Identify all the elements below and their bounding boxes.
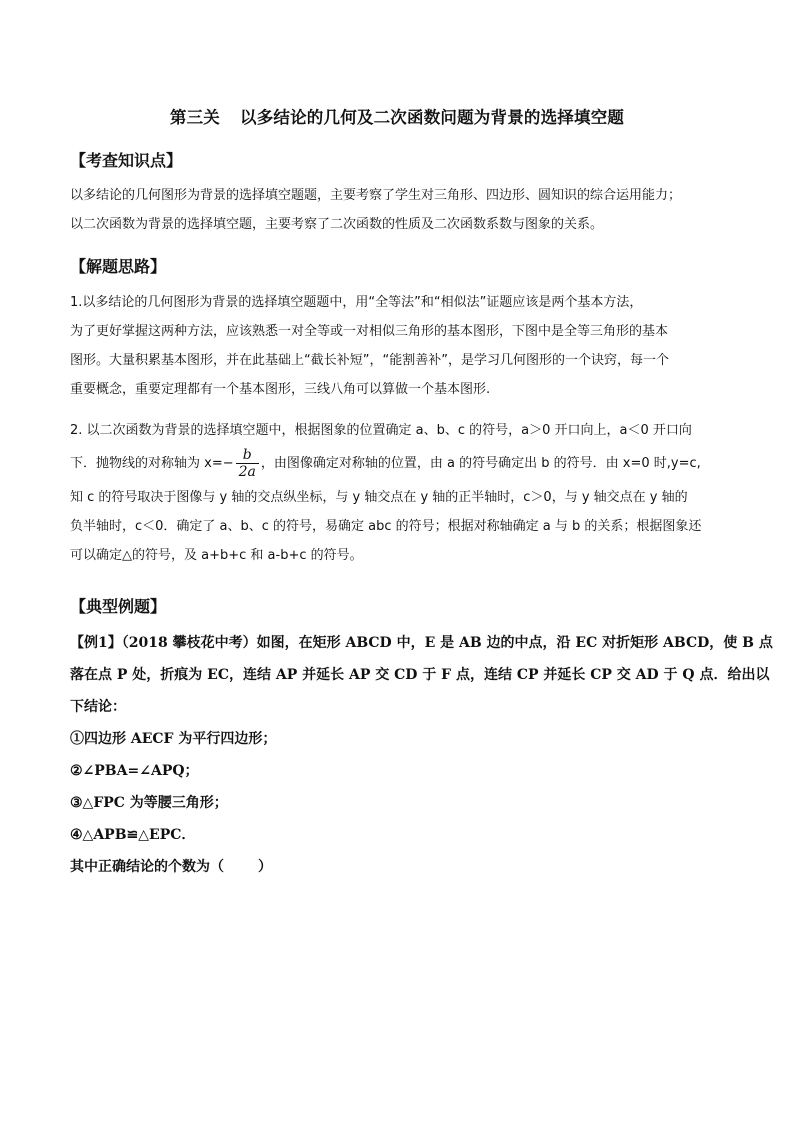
example-label: 【例1】 [70, 635, 122, 651]
approach1-line: 图形。大量积累基本图形，并在此基础上“截长补短”，“能割善补”，是学习几何图形的一个诀窍，每一个 [70, 353, 669, 368]
title-part-2: 以多结论的几何及二次函数问题为背景的选择填空题 [240, 108, 625, 127]
approach-paragraph-1 [70, 288, 730, 404]
question-close: ） [258, 859, 272, 875]
conclusion-item: ④△APB≌△EPC． [70, 827, 196, 843]
approach-paragraph-2 [70, 416, 730, 570]
approach2-line: 可以确定△的符号，及 a+b+c 和 a-b+c 的符号。 [70, 548, 363, 563]
approach2-line: 负半轴时，c＜0．确定了 a、b、c 的符号，易确定 abc 的符号；根据对称轴确定 a 与 b 的关系；根据图象还 [70, 519, 702, 534]
approach2-line: 2. 以二次函数为背景的选择填空题中，根据图象的位置确定 a、b、c 的符号，a＞0 开口向上，a＜0 开口向 [70, 423, 692, 438]
section-heading-examples: 【典型例题】 [70, 597, 167, 616]
example-1 [70, 627, 773, 883]
knowledge-paragraph [70, 181, 730, 239]
approach1-line: 重要概念，重要定理都有一个基本图形，三线八角可以算做一个基本图形. [70, 382, 491, 397]
title-part-1: 第三关 [169, 108, 220, 127]
section-heading-knowledge: 【考查知识点】 [70, 151, 183, 170]
page-title [0, 104, 794, 128]
formula-prefix: 下．抛物线的对称轴为 x=− [70, 456, 234, 471]
example-line [70, 627, 773, 659]
formula-suffix: ，由图像确定对称轴的位置，由 a 的符号确定出 b 的符号．由 x=0 时,y=c, [260, 456, 701, 471]
knowledge-line: 以多结论的几何图形为背景的选择填空题题，主要考察了学生对三角形、四边形、圆知识的综合运用能力； [70, 188, 682, 203]
approach1-line: 为了更好掌握这两种方法，应该熟悉一对全等或一对相似三角形的基本图形，下图中是全等三角形的基本 [70, 324, 669, 339]
example-text: （2018 攀枝花中考）如图，在矩形 ABCD 中，E 是 AB 边的中点，沿 EC 对折矩形 ABCD，使 B 点 [121, 635, 773, 651]
conclusion-item: ③△FPC 为等腰三角形； [70, 795, 228, 811]
example-line: 落在点 P 处，折痕为 EC，连结 AP 并延长 AP 交 CD 于 F 点，连结 CP 并延长 CP 交 AD 于 Q 点．给出以 [70, 667, 770, 683]
approach2-formula-line [70, 445, 730, 483]
approach2-line: 知 c 的符号取决于图像与 y 轴的交点纵坐标，与 y 轴交点在 y 轴的正半轴时，c＞0，与 y 轴交点在 y 轴的 [70, 490, 688, 505]
section-heading-approach: 【解题思路】 [70, 257, 167, 276]
question-text: 其中正确结论的个数为（ [70, 859, 224, 875]
knowledge-line: 以二次函数为背景的选择填空题，主要考察了二次函数的性质及二次函数系数与图象的关系。 [70, 217, 604, 232]
approach1-line: 1.以多结论的几何图形为背景的选择填空题题中，用“全等法”和“相似法”证题应该是两个基本方法， [70, 295, 643, 310]
question-line [70, 851, 730, 883]
fraction-numerator: b [236, 447, 259, 464]
example-line: 下结论： [70, 699, 126, 715]
fraction-b-over-2a [236, 447, 259, 480]
conclusion-item: ②∠PBA=∠APQ； [70, 763, 199, 779]
conclusion-item: ①四边形 AECF 为平行四边形； [70, 731, 277, 747]
fraction-denominator: 2a [238, 464, 256, 480]
